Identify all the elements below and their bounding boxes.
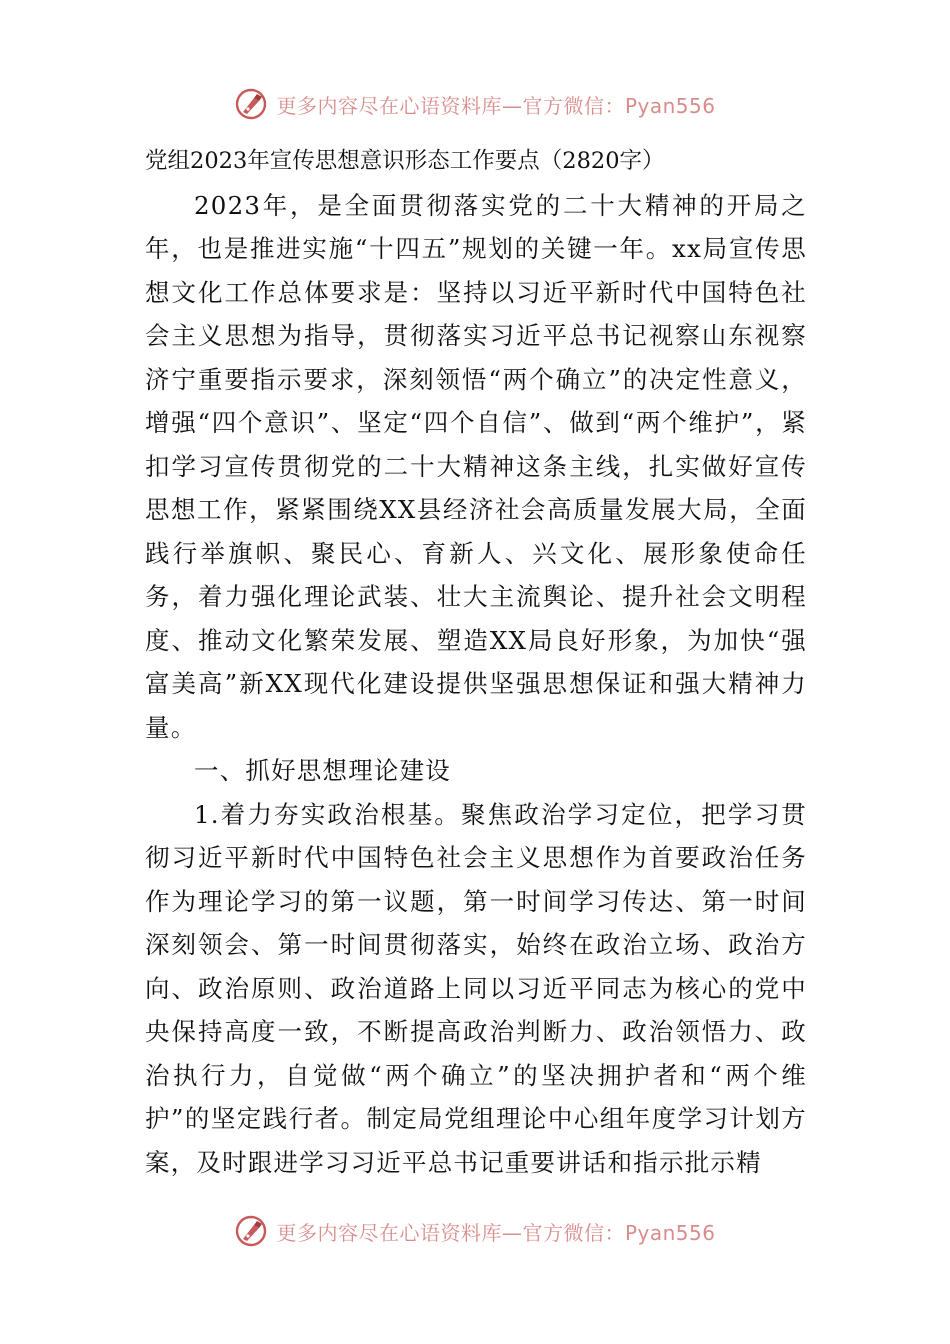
watermark-text: 更多内容尽在心语资料库—官方微信：Pyan556 bbox=[276, 1220, 716, 1245]
pen-nib-icon bbox=[234, 87, 268, 121]
section-paragraph: 1.着力夯实政治根基。聚焦政治学习定位，把学习贯彻习近平新时代中国特色社会主义思想作为首要政治任务作为理论学习的第一议题，第一时间学习传达、第一时间深刻领会、第一时间贯彻落实，始终在政治立场、政治方向、政治原则、政治道路上同以习近平同志为核心的党中央保持高度一致，不断提高政治判断力、政治领悟力、政治执行力，自觉做“两个确立”的坚决拥护者和“两个维护”的坚定践行者。制定局党组理论中心组年度学习计划方案，及时跟进学习习近平总书记重要讲话和指示批示精 bbox=[145, 799, 807, 1177]
document-body bbox=[145, 140, 807, 1184]
watermark-text: 更多内容尽在心语资料库—官方微信：Pyan556 bbox=[276, 93, 716, 118]
watermark-bottom bbox=[0, 1211, 950, 1251]
document-title: 党组2023年宣传思想意识形态工作要点（2820字） bbox=[145, 148, 665, 174]
intro-paragraph: 2023年，是全面贯彻落实党的二十大精神的开局之年，也是推进实施“十四五”规划的关键一年。xx局宣传思想文化工作总体要求是：坚持以习近平新时代中国特色社会主义思想为指导，贯彻落实习近平总书记视察山东视察济宁重要指示要求，深刻领悟“两个确立”的决定性意义，增强“四个意识”、坚定“四个自信”、做到“两个维护”，紧扣学习宣传贯彻党的二十大精神这条主线，扎实做好宣传思想工作，紧紧围绕XX县经济社会高质量发展大局，全面践行举旗帜、聚民心、育新人、兴文化、展形象使命任务，着力强化理论武装、壮大主流舆论、提升社会文明程度、推动文化繁荣发展、塑造XX局良好形象，为加快“强富美高”新XX现代化建设提供坚强思想保证和强大精神力量。 bbox=[145, 190, 807, 742]
section-heading: 一、抓好思想理论建设 bbox=[194, 756, 451, 785]
pen-nib-icon bbox=[234, 1214, 268, 1248]
watermark-top bbox=[0, 84, 950, 124]
